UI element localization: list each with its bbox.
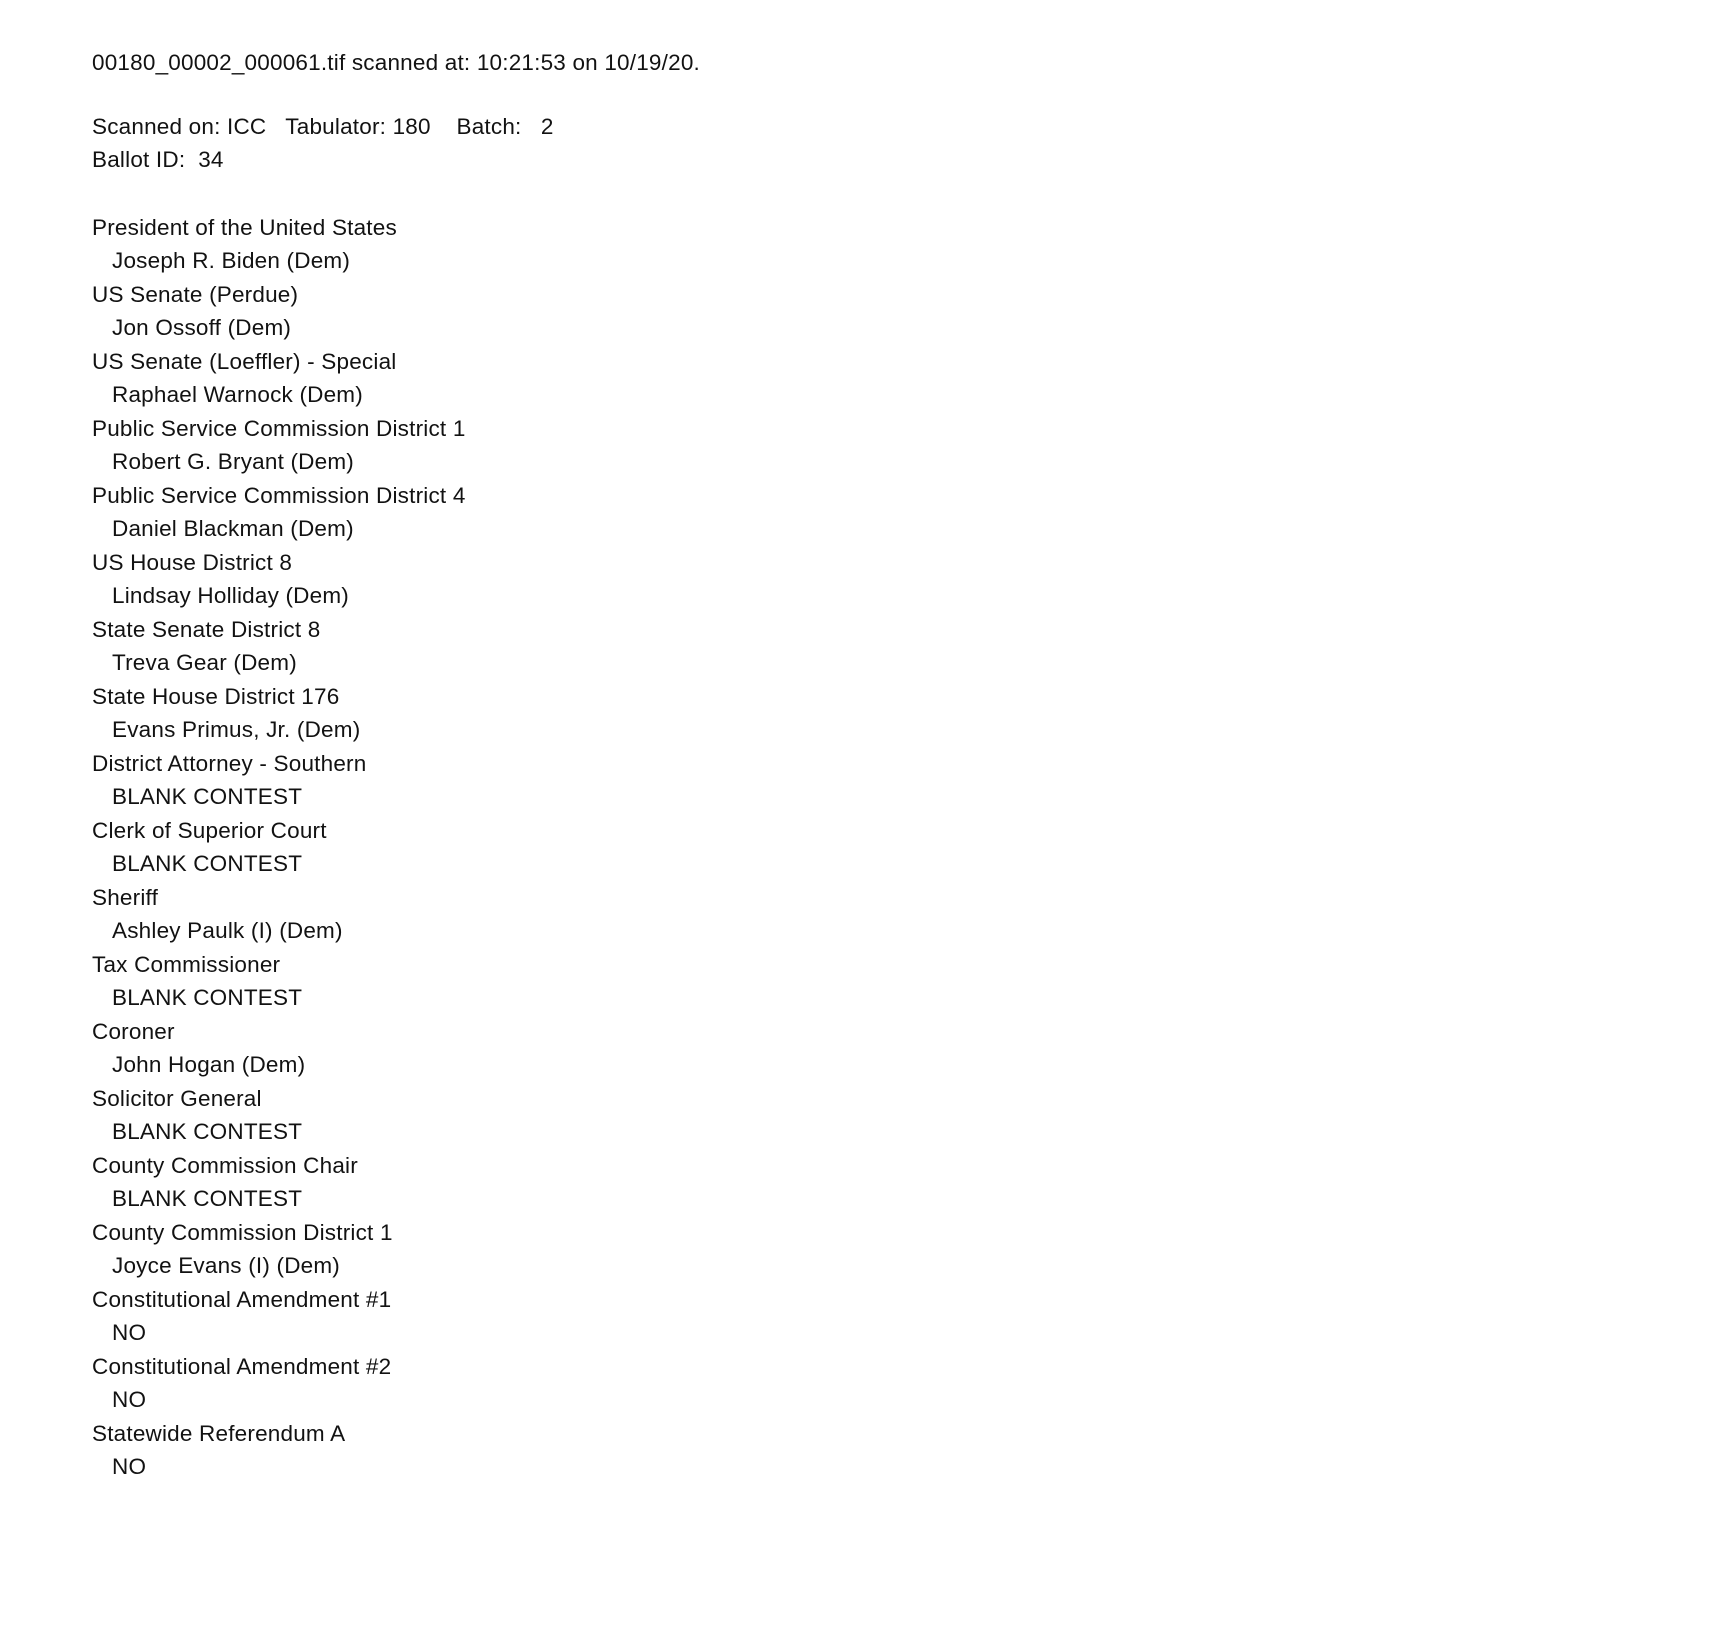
contest-selection: NO [112,1387,147,1412]
contest-title: Coroner [92,1018,175,1044]
contest-title: County Commission Chair [92,1152,358,1178]
contest-title: US House District 8 [92,549,293,575]
contest-title: Tax Commissioner [92,951,281,977]
contest-selection: NO [112,1320,147,1345]
contest-selection: Ashley Paulk (I) (Dem) [112,918,343,943]
ballot-id-line: Ballot ID: 34 [92,147,224,172]
contest-selection: BLANK CONTEST [112,1186,303,1211]
contest-title: State House District 176 [92,683,340,709]
contest-title: Statewide Referendum A [92,1420,346,1446]
contest-title: Public Service Commission District 4 [92,482,466,508]
contest-selection: Joseph R. Biden (Dem) [112,248,351,273]
contest-selection: NO [112,1454,147,1479]
contest-title: State Senate District 8 [92,616,321,642]
contest-title: District Attorney - Southern [92,750,367,776]
contest-selection: BLANK CONTEST [112,985,303,1010]
contest-title: County Commission District 1 [92,1219,393,1245]
contest-title: US Senate (Perdue) [92,281,299,307]
contest-selection: BLANK CONTEST [112,851,303,876]
contest-title: President of the United States [92,214,397,240]
contest-title: Sheriff [92,884,159,910]
contest-title: US Senate (Loeffler) - Special [92,348,397,374]
contest-title: Solicitor General [92,1085,262,1111]
contest-selection: Raphael Warnock (Dem) [112,382,363,407]
contest-title: Clerk of Superior Court [92,817,327,843]
contest-selection: BLANK CONTEST [112,784,303,809]
contest-selection: John Hogan (Dem) [112,1052,306,1077]
contest-title: Constitutional Amendment #2 [92,1353,392,1379]
spacer [92,80,1674,110]
contest-title: Public Service Commission District 1 [92,415,466,441]
contest-selection: Lindsay Holliday (Dem) [112,583,349,608]
contest-selection: BLANK CONTEST [112,1119,303,1144]
contest-selection: Jon Ossoff (Dem) [112,315,292,340]
scanner-tabulator-batch-line: Scanned on: ICC Tabulator: 180 Batch: 2 [92,113,554,139]
contest-selection: Treva Gear (Dem) [112,650,297,675]
contest-list [92,211,1674,1484]
contest-title: Constitutional Amendment #1 [92,1286,392,1312]
contest-selection: Daniel Blackman (Dem) [112,516,354,541]
scan-filename-line: 00180_00002_000061.tif scanned at: 10:21:53 on 10/19/20. [92,50,700,75]
contest-selection: Joyce Evans (I) (Dem) [112,1253,340,1278]
spacer [92,177,1674,211]
contest-selection: Robert G. Bryant (Dem) [112,449,354,474]
contest-selection: Evans Primus, Jr. (Dem) [112,717,361,742]
